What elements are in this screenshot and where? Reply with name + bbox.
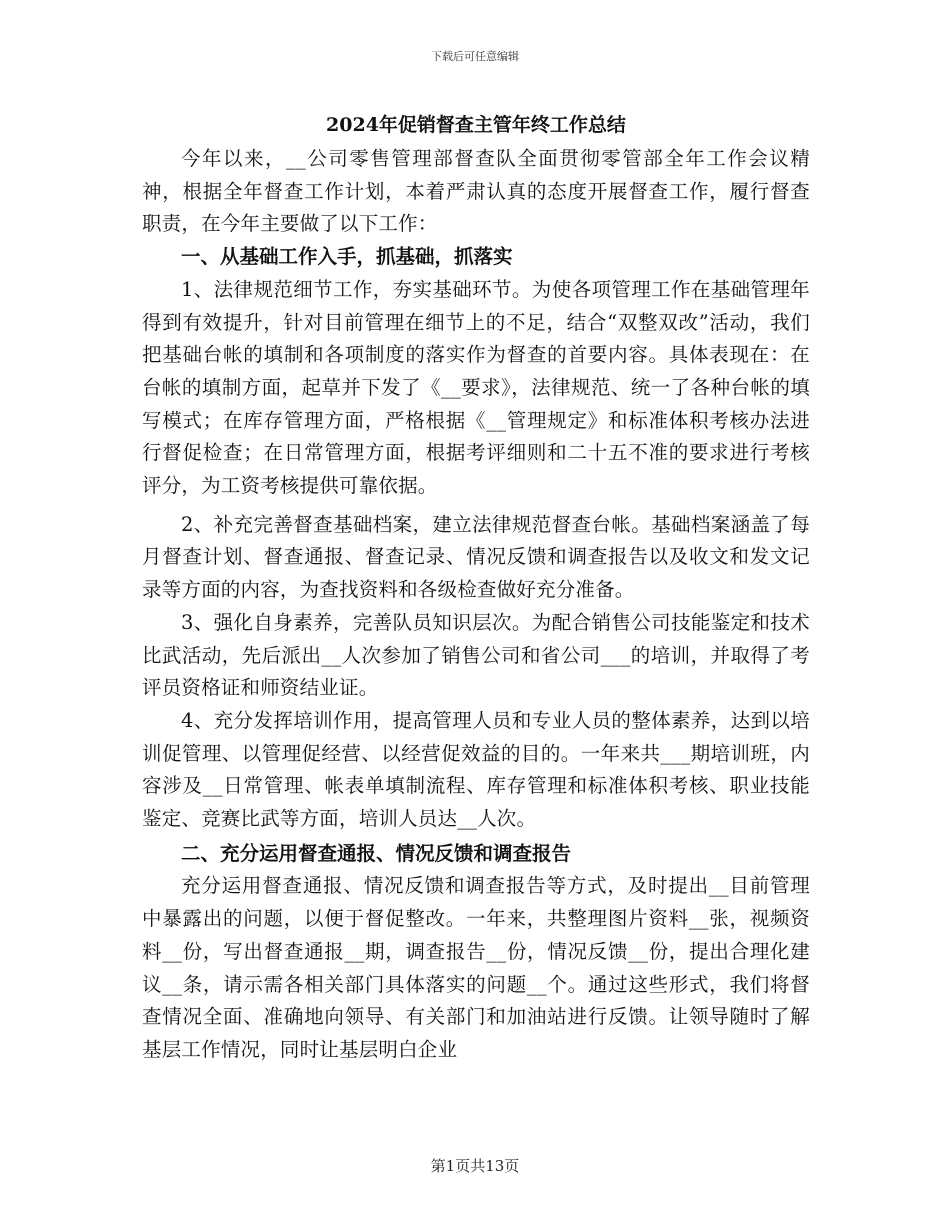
section-1-item-1: 1、法律规范细节工作，夯实基础环节。为使各项管理工作在基础管理年得到有效提升，针对目前管理在细节上的不足，结合“双整双改”活动，我们把基础台帐的填制和各项制度的落实作为督查的首要内容。具体表现在：在台帐的填制方面，起草并下发了《__要求》，法律规范、统一了各种台帐的填写模式；在库存管理方面，严格根据《__管理规定》和标准体积考核办法进行督促检查；在日常管理方面，根据考评细则和二十五不准的要求进行考核评分，为工资考核提供可靠依据。 <box>142 277 810 498</box>
document-title: 2024年促销督查主管年终工作总结 <box>326 114 626 136</box>
section-2-heading: 二、充分运用督查通报、情况反馈和调查报告 <box>181 841 572 865</box>
document-body <box>142 107 810 1067</box>
section-1-item-2: 2、补充完善督查基础档案，建立法律规范督查台帐。基础档案涵盖了每月督查计划、督查通报、督查记录、情况反馈和调查报告以及收文和发文记录等方面的内容，为查找资料和各级检查做好充分准备。 <box>142 512 810 602</box>
section-1-item-4: 4、充分发挥培训作用，提高管理人员和专业人员的整体素养，达到以培训促管理、以管理促经营、以经营促效益的目的。一年来共___期培训班，内容涉及__日常管理、帐表单填制流程、库存管理和标准体积考核、职业技能鉴定、竞赛比武等方面，培训人员达__人次。 <box>142 708 810 831</box>
section-1-item-3: 3、强化自身素养，完善队员知识层次。为配合销售公司技能鉴定和技术比武活动，先后派出__人次参加了销售公司和省公司___的培训，并取得了考评员资格证和师资结业证。 <box>142 610 810 700</box>
section-1-heading: 一、从基础工作入手，抓基础，抓落实 <box>181 245 513 269</box>
page-header-note: 下载后可任意编辑 <box>431 50 519 63</box>
page-number-footer: 第1页共13页 <box>430 1157 520 1175</box>
section-2-paragraph: 充分运用督查通报、情况反馈和调查报告等方式，及时提出__目前管理中暴露出的问题，以便于督促整改。一年来，共整理图片资料__张，视频资料__份，写出督查通报__期，调查报告__份，情况反馈__份，提出合理化建议__条，请示需各相关部门具体落实的问题__个。通过这些形式，我们将督查情况全面、准确地向领导、有关部门和加油站进行反馈。让领导随时了解基层工作情况，同时让基层明白企业 <box>142 874 810 1061</box>
intro-paragraph: 今年以来，__公司零售管理部督查队全面贯彻零管部全年工作会议精神，根据全年督查工作计划，本着严肃认真的态度开展督查工作，履行督查职责，在今年主要做了以下工作： <box>142 147 810 236</box>
